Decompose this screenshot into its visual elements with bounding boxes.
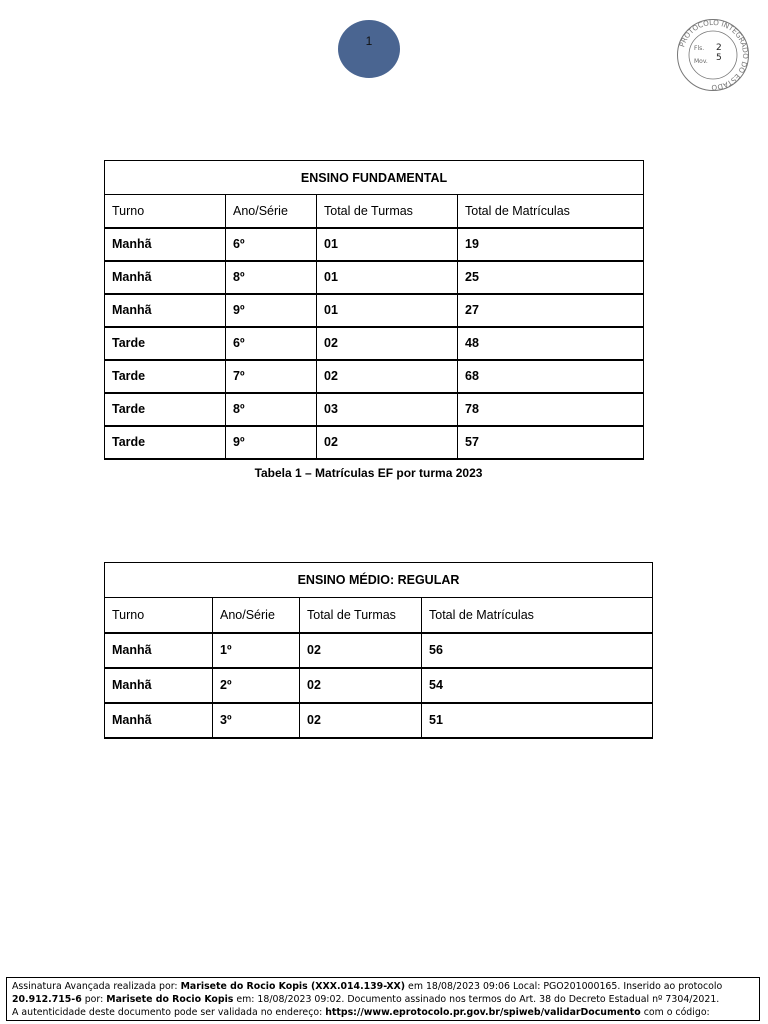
footer-text: em 18/08/2023 09:06 Local: PGO201000165. Inserido ao protocolo (405, 981, 723, 992)
column-header: Total de Turmas (317, 195, 458, 228)
table-cell: 57 (458, 426, 644, 459)
stamp-fls-label: Fls. (694, 45, 705, 52)
table-cell: 9º (226, 426, 317, 459)
table-cell: 01 (317, 294, 458, 327)
table-row (105, 668, 653, 703)
page-number-badge (338, 20, 400, 78)
stamp-fls-value: 2 (716, 43, 722, 53)
table-cell: Tarde (105, 327, 226, 360)
table-cell: 3º (213, 703, 300, 738)
table-cell: 6º (226, 228, 317, 261)
table-ensino-fundamental (104, 160, 644, 460)
footer-line-3 (12, 1006, 754, 1019)
table-cell: Manhã (105, 668, 213, 703)
table-cell: 68 (458, 360, 644, 393)
table-row (105, 228, 644, 261)
footer-text: por: (81, 994, 107, 1005)
table-ensino-medio (104, 562, 653, 739)
table-title: ENSINO MÉDIO: REGULAR (105, 563, 653, 598)
table-row (105, 261, 644, 294)
stamp-ring-label: PROTOCOLO INTEGRADO DO ESTADO (677, 18, 750, 92)
table-cell: 54 (422, 668, 653, 703)
stamp-mov-value: 5 (716, 53, 722, 63)
signature-footer (6, 977, 760, 1021)
table-cell: Manhã (105, 633, 213, 668)
table-row (105, 294, 644, 327)
table-cell: 7º (226, 360, 317, 393)
column-header: Total de Turmas (300, 598, 422, 633)
table-cell: 6º (226, 327, 317, 360)
table-cell: 02 (317, 360, 458, 393)
table-cell: 48 (458, 327, 644, 360)
signer-name-cpf: Marisete do Rocio Kopis (XXX.014.139-XX) (180, 981, 406, 992)
footer-text: A autenticidade deste documento pode ser validada no endereço: (12, 1007, 326, 1018)
table-cell: 03 (317, 393, 458, 426)
table-cell: 9º (226, 294, 317, 327)
protocol-stamp (676, 18, 750, 92)
signer-name: Marisete do Rocio Kopis (106, 994, 234, 1005)
footer-text: Assinatura Avançada realizada por: (12, 981, 181, 992)
table-row (105, 703, 653, 738)
table-cell: 78 (458, 393, 644, 426)
page-number: 1 (365, 34, 373, 48)
table-cell: 56 (422, 633, 653, 668)
column-header: Turno (105, 195, 226, 228)
column-header: Turno (105, 598, 213, 633)
table-cell: Tarde (105, 393, 226, 426)
table-cell: 01 (317, 228, 458, 261)
table-row (105, 393, 644, 426)
table-cell: 51 (422, 703, 653, 738)
table-row (105, 327, 644, 360)
table-row (105, 360, 644, 393)
column-header: Ano/Série (213, 598, 300, 633)
footer-text: com o código: (640, 1007, 710, 1018)
table-cell: 8º (226, 261, 317, 294)
validation-url[interactable]: https://www.eprotocolo.pr.gov.br/spiweb/validarDocumento (325, 1007, 641, 1018)
column-header: Ano/Série (226, 195, 317, 228)
footer-line-1 (12, 980, 754, 993)
table-cell: 02 (300, 633, 422, 668)
table-cell: Manhã (105, 228, 226, 261)
table-row (105, 426, 644, 459)
table-cell: 02 (317, 426, 458, 459)
table-header-row (105, 598, 653, 633)
table-cell: 19 (458, 228, 644, 261)
footer-line-2 (12, 993, 754, 1006)
stamp-mov-label: Mov. (694, 58, 708, 65)
table-cell: Manhã (105, 294, 226, 327)
table-cell: Tarde (105, 360, 226, 393)
table-cell: 02 (300, 703, 422, 738)
table-cell: Manhã (105, 703, 213, 738)
table-cell: 02 (317, 327, 458, 360)
table-cell: Manhã (105, 261, 226, 294)
table-cell: 1º (213, 633, 300, 668)
table-header-row (105, 195, 644, 228)
table-cell: 01 (317, 261, 458, 294)
footer-text: em: 18/08/2023 09:02. Documento assinado nos termos do Art. 38 do Decreto Estadual nº 7304/2021. (233, 994, 720, 1005)
table-cell: 27 (458, 294, 644, 327)
table-title: ENSINO FUNDAMENTAL (105, 161, 644, 195)
table-cell: Tarde (105, 426, 226, 459)
table-cell: 8º (226, 393, 317, 426)
column-header: Total de Matrículas (458, 195, 644, 228)
column-header: Total de Matrículas (422, 598, 653, 633)
table-cell: 02 (300, 668, 422, 703)
table-cell: 25 (458, 261, 644, 294)
protocol-number: 20.912.715-6 (12, 994, 82, 1005)
table-caption: Tabela 1 – Matrículas EF por turma 2023 (254, 466, 483, 480)
table-row (105, 633, 653, 668)
table-cell: 2º (213, 668, 300, 703)
